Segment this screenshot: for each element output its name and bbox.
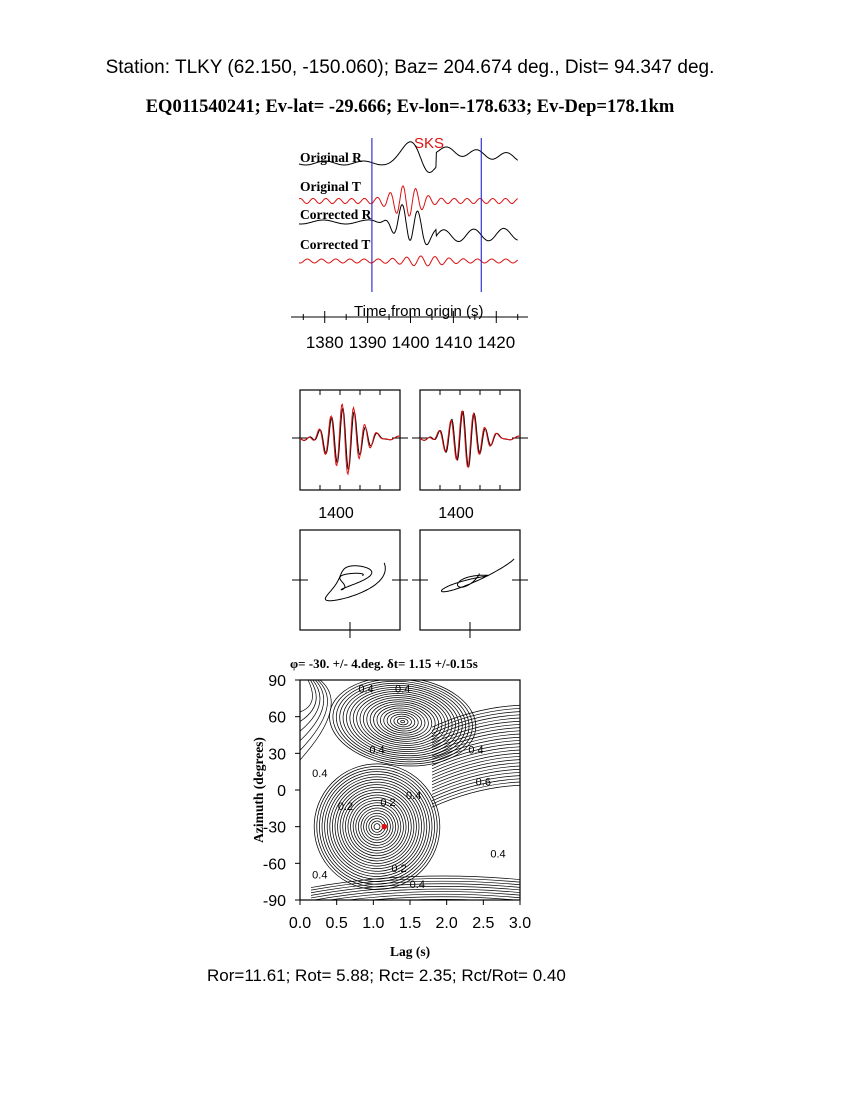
time-tick-label: 1420	[477, 333, 516, 352]
contour-label: 0.4	[490, 848, 506, 861]
contour-line-maximum	[350, 687, 455, 757]
contour-title: φ= -30. +/- 4.deg. δt= 1.15 +/-0.15s	[290, 656, 478, 671]
time-tick-label: 1410	[434, 333, 473, 352]
contour-line-minimum	[311, 761, 443, 893]
contour-line-left	[300, 680, 320, 731]
contour-label: 0.4	[369, 744, 385, 757]
contour-label: 0.6	[475, 776, 491, 789]
contour-x-tick-label: 1.0	[362, 915, 385, 932]
particle-panel-right	[412, 530, 528, 638]
time-tick-label: 1400	[391, 333, 430, 352]
overlay-panels	[292, 390, 528, 522]
contour-line-minimum	[373, 823, 381, 831]
contour-label: 0.4	[312, 767, 328, 780]
contour-line-left	[300, 680, 313, 712]
overlay-tick-label: 1400	[318, 505, 354, 522]
contour-line-minimum	[308, 757, 447, 896]
contour-line-minimum	[357, 807, 397, 847]
contour-line-maximum	[397, 718, 408, 726]
trace-corrected-t	[299, 256, 518, 266]
contour-label: 0.4	[406, 789, 422, 802]
contour-x-tick-label: 2.5	[472, 915, 495, 932]
contour-y-tick-label: 90	[268, 673, 286, 690]
series-label-corrected-r: Corrected R	[300, 207, 372, 222]
event-info: EQ011540241; Ev-lat= -29.666; Ev-lon=-178.633; Ev-Dep=178.1km	[145, 97, 675, 117]
particle-frame	[300, 530, 400, 630]
particle-panel-left	[292, 530, 408, 638]
contour-label: 0.4	[312, 869, 328, 882]
best-fit-marker	[382, 824, 388, 830]
overlay-frame	[420, 390, 520, 490]
phase-label: SKS	[414, 135, 445, 152]
contour-x-tick-label: 0.5	[325, 915, 348, 932]
particle-motion-panels	[292, 530, 528, 638]
contour-line-bottom	[311, 902, 520, 914]
contour-line-maximum	[401, 720, 405, 723]
contour-line-minimum	[360, 810, 394, 844]
contour-line-bottom	[311, 899, 520, 911]
station-info: Station: TLKY (62.150, -150.060); Baz= 204.674 deg., Dist= 94.347 deg.	[105, 57, 715, 78]
particle-trajectory	[442, 559, 515, 592]
particle-trajectory	[325, 563, 385, 601]
contour-label: 0.4	[358, 683, 374, 696]
contour-y-tick-label: 60	[268, 709, 286, 727]
contour-y-tick-label: 30	[268, 746, 286, 764]
contour-label: 0.2	[391, 863, 407, 876]
contour-line-left	[300, 680, 328, 750]
contour-label: 0.2	[380, 797, 396, 810]
contour-label: 0.4	[468, 744, 484, 757]
contour-x-tick-label: 0.0	[288, 915, 312, 932]
contour-label: 0.2	[337, 800, 354, 813]
ratios-footer: Ror=11.61; Rot= 5.88; Rct= 2.35; Rct/Rot= 0.40	[207, 966, 566, 985]
contour-x-tick-label: 2.0	[435, 915, 458, 932]
series-label-original-r: Original R	[300, 150, 362, 165]
time-tick-label: 1380	[305, 333, 344, 352]
contour-line-maximum	[393, 715, 412, 727]
overlay-tick-label: 1400	[438, 505, 474, 522]
contour-x-tick-label: 1.5	[398, 915, 422, 932]
contour-y-label: Azimuth (degrees)	[251, 737, 266, 843]
contour-x-tick-label: 3.0	[508, 915, 532, 932]
contour-line-minimum	[354, 803, 401, 850]
contour-line-maximum	[368, 699, 437, 745]
contour-line-minimum	[314, 764, 440, 890]
overlay-panel-left	[292, 390, 408, 522]
contour-y-tick-label: -30	[262, 819, 286, 837]
contour-line-left	[300, 680, 316, 722]
time-axis-label: Time from origin (s)	[354, 303, 484, 320]
contour-y-tick-label: -60	[262, 856, 286, 874]
energy-contour-panel	[251, 656, 531, 959]
contour-y-tick-label: 0	[277, 783, 286, 800]
particle-frame	[420, 530, 520, 630]
overlay-panel-right	[412, 390, 528, 522]
contour-line-minimum	[344, 793, 411, 860]
contour-line-maximum	[372, 701, 434, 742]
contour-x-label: Lag (s)	[389, 944, 431, 959]
series-label-corrected-t: Corrected T	[300, 237, 371, 252]
contour-label: 0.4	[395, 683, 411, 696]
series-label-original-t: Original T	[300, 179, 361, 194]
time-tick-label: 1390	[348, 333, 387, 352]
contour-y-tick-label: -90	[262, 893, 286, 910]
seismogram-panel	[291, 135, 528, 352]
contour-label: 0.4	[409, 879, 425, 892]
